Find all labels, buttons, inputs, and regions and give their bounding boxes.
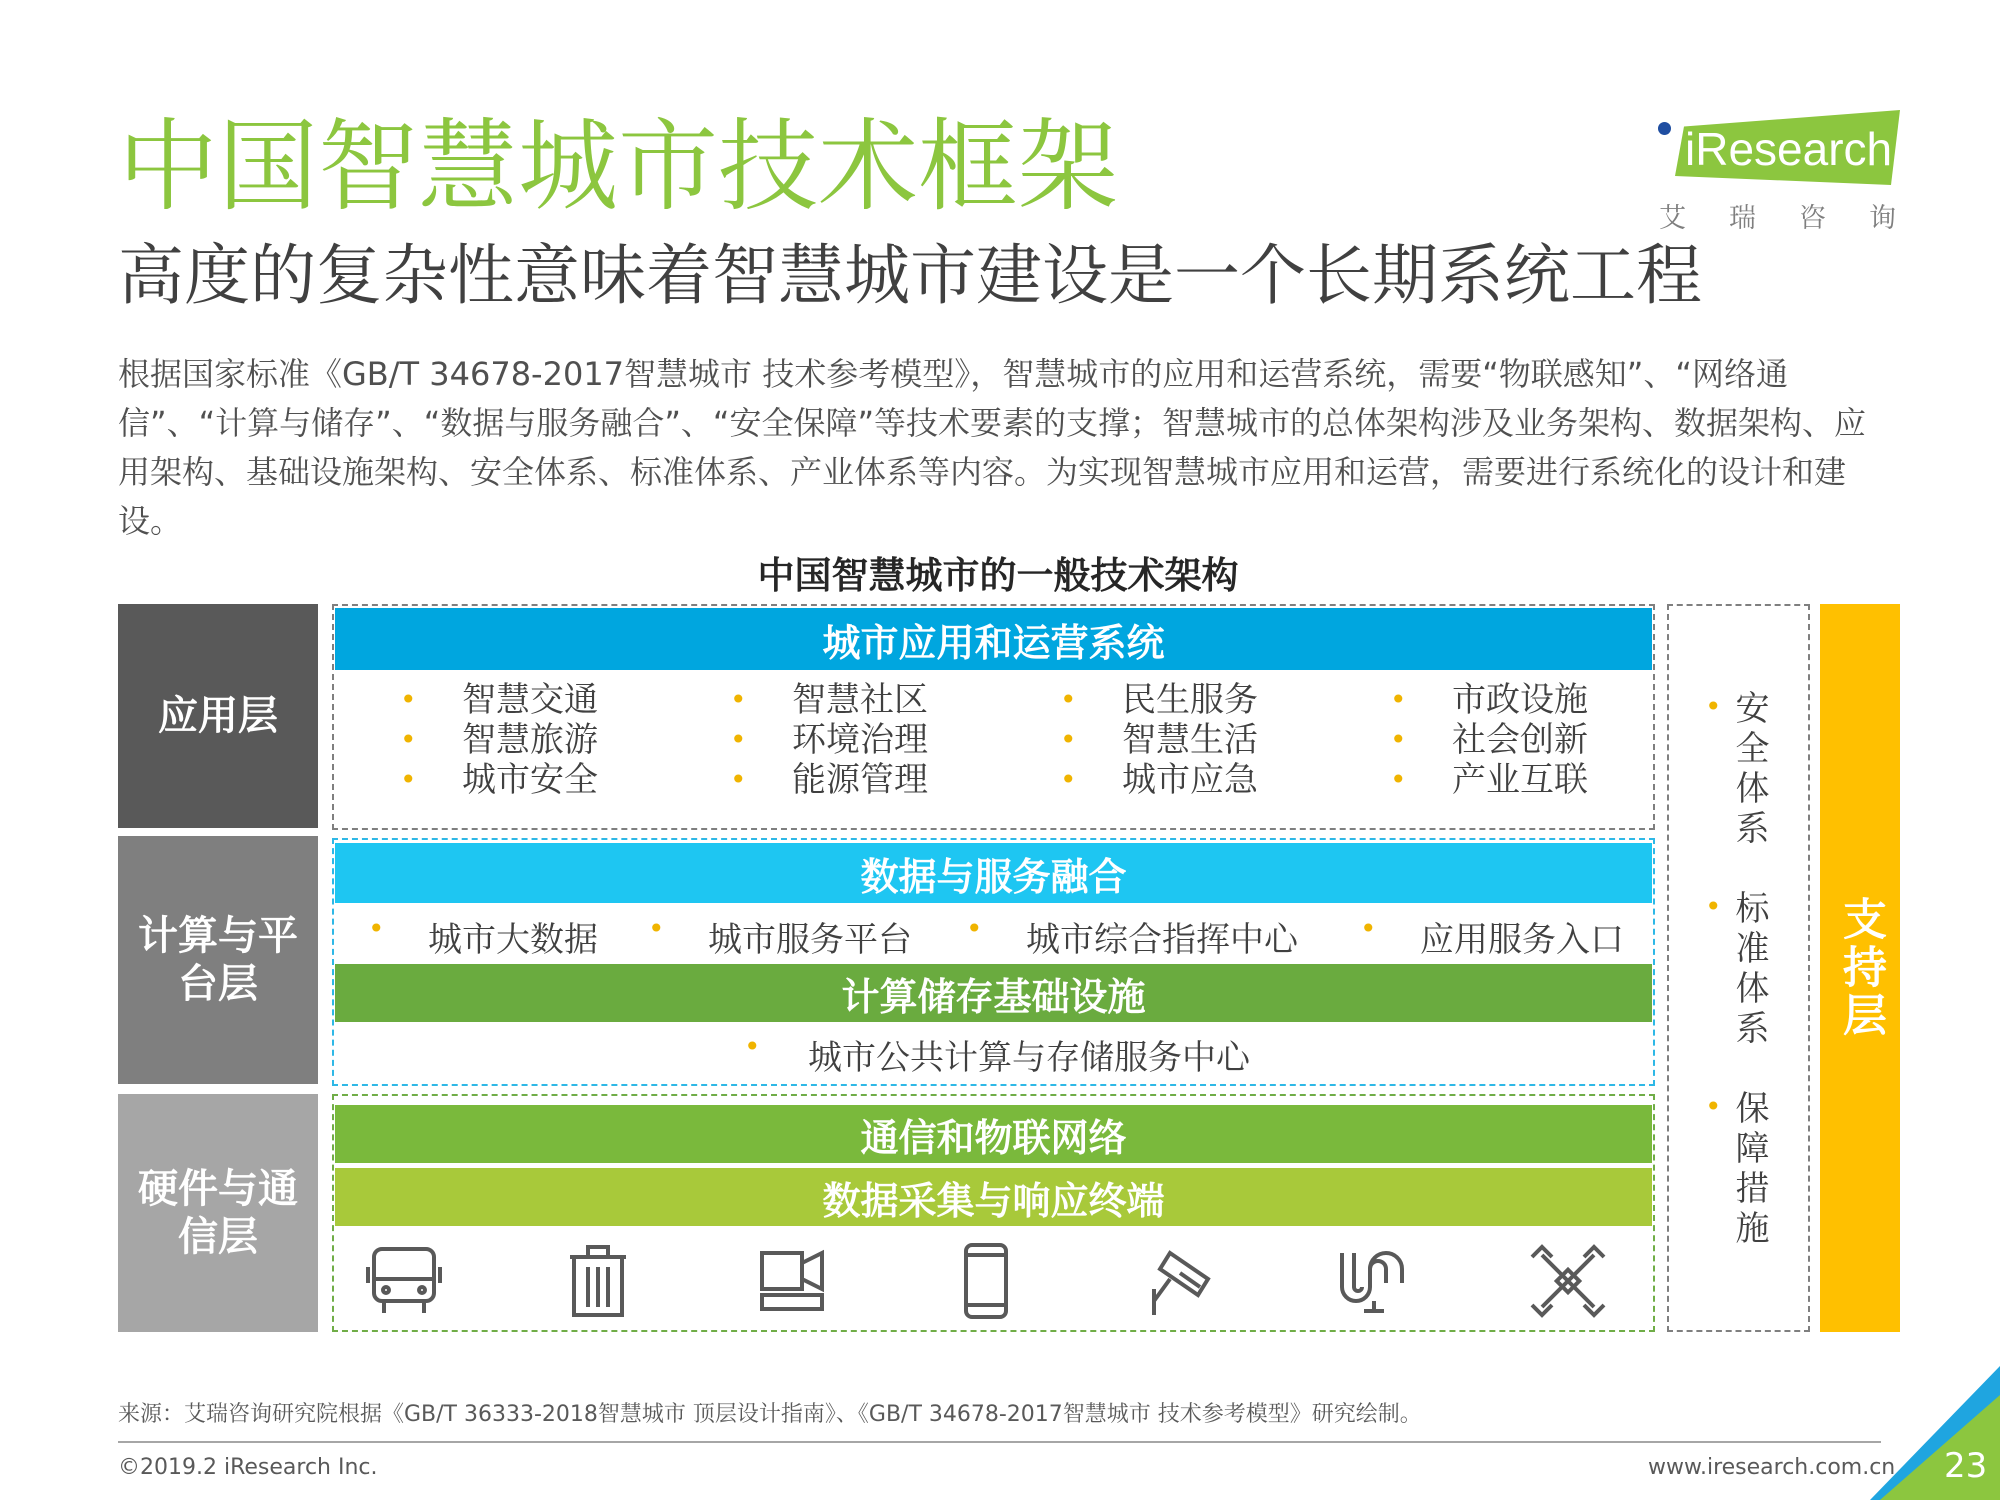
list-item [730,720,928,760]
list-item [730,760,928,800]
trash-bin-icon [558,1243,638,1319]
page-title: 中国智慧城市技术框架 [118,108,1118,225]
data-service-bar: 数据与服务融合 [335,843,1652,903]
side-item-label: 保障措施 [1729,1090,1769,1250]
list-item [400,760,598,800]
data-item [368,912,598,961]
compute-item-label: 城市公共计算与存储服务中心 [808,1038,1250,1078]
data-item-label: 应用服务入口 [1420,920,1624,960]
collection-terminal-bar: 数据采集与响应终端 [335,1168,1652,1226]
bullet-icon: • [1060,763,1077,796]
video-camera-icon [752,1243,832,1319]
copyright: ©2019.2 iResearch Inc. [118,1455,378,1480]
iresearch-logo [1655,110,1900,234]
support-label: 支持层 [1835,896,1886,1040]
bullet-icon: • [1390,723,1407,756]
logo-brand: iResearch [1685,123,1893,175]
bullet-icon: • [1705,690,1722,723]
communication-bar: 通信和物联网络 [335,1105,1652,1163]
side-item-label: 安全体系 [1729,690,1769,850]
list-item [400,680,598,720]
footer-divider [118,1441,1881,1443]
drone-icon [1528,1243,1608,1319]
logo-cn-char: 询 [1869,203,1896,234]
app-item: 智慧交通 [462,680,598,720]
app-item: 城市安全 [462,760,598,800]
data-item [966,912,1298,961]
bullet-icon: • [730,763,747,796]
bullet-icon: • [400,763,417,796]
bullet-icon: • [744,1030,761,1063]
layer-application: 应用层 [118,604,318,828]
layer-hardware: 硬件与通信层 [118,1094,318,1332]
support-layer [1820,604,1900,1332]
list-item [1390,680,1588,720]
data-item [1360,912,1624,961]
surveillance-camera-icon [1140,1243,1220,1319]
side-item-label: 标准体系 [1729,890,1769,1050]
data-item-label: 城市服务平台 [708,920,912,960]
list-item [730,680,928,720]
bus-icon [364,1243,444,1319]
list-item [1390,720,1588,760]
bullet-icon: • [730,723,747,756]
list-item [1390,760,1588,800]
app-item: 智慧生活 [1122,720,1258,760]
list-item [1060,760,1258,800]
app-item: 智慧旅游 [462,720,598,760]
data-item-label: 城市大数据 [428,920,598,960]
list-item [1667,1090,1810,1290]
app-column [400,680,598,800]
compute-item [744,1030,1250,1079]
data-item [648,912,912,961]
app-ops-bar: 城市应用和运营系统 [335,608,1652,670]
app-item: 市政设施 [1452,680,1588,720]
logo-dot [1658,122,1671,135]
bullet-icon: • [1390,763,1407,796]
data-item-label: 城市综合指挥中心 [1026,920,1298,960]
sensor-icon [1334,1243,1414,1319]
bullet-icon: • [1060,683,1077,716]
bullet-icon: • [1705,1090,1722,1123]
app-item: 环境治理 [792,720,928,760]
bullet-icon: • [1705,890,1722,923]
app-item: 社会创新 [1452,720,1588,760]
page-number: 23 [1944,1446,1988,1486]
list-item [1667,890,1810,1090]
list-item [1060,680,1258,720]
source-note: 来源：艾瑞咨询研究院根据《GB/T 36333-2018智慧城市 顶层设计指南》、《GB/T 34678-2017智慧城市 技术参考模型》研究绘制。 [118,1402,1422,1427]
app-item: 能源管理 [792,760,928,800]
side-list [1667,690,1810,1290]
logo-cn-text [1655,196,1900,235]
bullet-icon: • [648,912,665,945]
app-column [1060,680,1258,800]
smartphone-icon [946,1243,1026,1319]
app-item: 智慧社区 [792,680,928,720]
app-item: 产业互联 [1452,760,1588,800]
diagram-title: 中国智慧城市的一般技术架构 [757,554,1239,597]
app-item: 城市应急 [1122,760,1258,800]
bullet-icon: • [730,683,747,716]
list-item [1667,690,1810,890]
compute-storage-bar: 计算储存基础设施 [335,964,1652,1022]
logo-cn-char: 瑞 [1729,203,1756,234]
bullet-icon: • [400,723,417,756]
app-column [1390,680,1588,800]
intro-paragraph: 根据国家标准《GB/T 34678-2017智慧城市 技术参考模型》，智慧城市的应用和运营系统，需要“物联感知”、“网络通信”、“计算与储存”、“数据与服务融合”、“安全保障”等技术要素的支撑；智慧城市的总体架构涉及业务架构、数据架构、应用架构、基础设施架构、安全体系、标准体系、产业体系等内容。为实现智慧城市应用和运营，需要进行系统化的设计和建设。 [118,355,1867,540]
page-subtitle: 高度的复杂性意味着智慧城市建设是一个长期系统工程 [118,237,1702,314]
bullet-icon: • [1060,723,1077,756]
list-item [1060,720,1258,760]
bullet-icon: • [368,912,385,945]
logo-cn-char: 咨 [1799,203,1826,234]
website-link[interactable]: www.iresearch.com.cn [1648,1455,1896,1480]
bullet-icon: • [400,683,417,716]
layer-compute: 计算与平台层 [118,836,318,1084]
list-item [400,720,598,760]
bullet-icon: • [1390,683,1407,716]
bullet-icon: • [966,912,983,945]
app-item: 民生服务 [1122,680,1258,720]
logo-cn-char: 艾 [1659,203,1686,234]
app-column [730,680,928,800]
bullet-icon: • [1360,912,1377,945]
